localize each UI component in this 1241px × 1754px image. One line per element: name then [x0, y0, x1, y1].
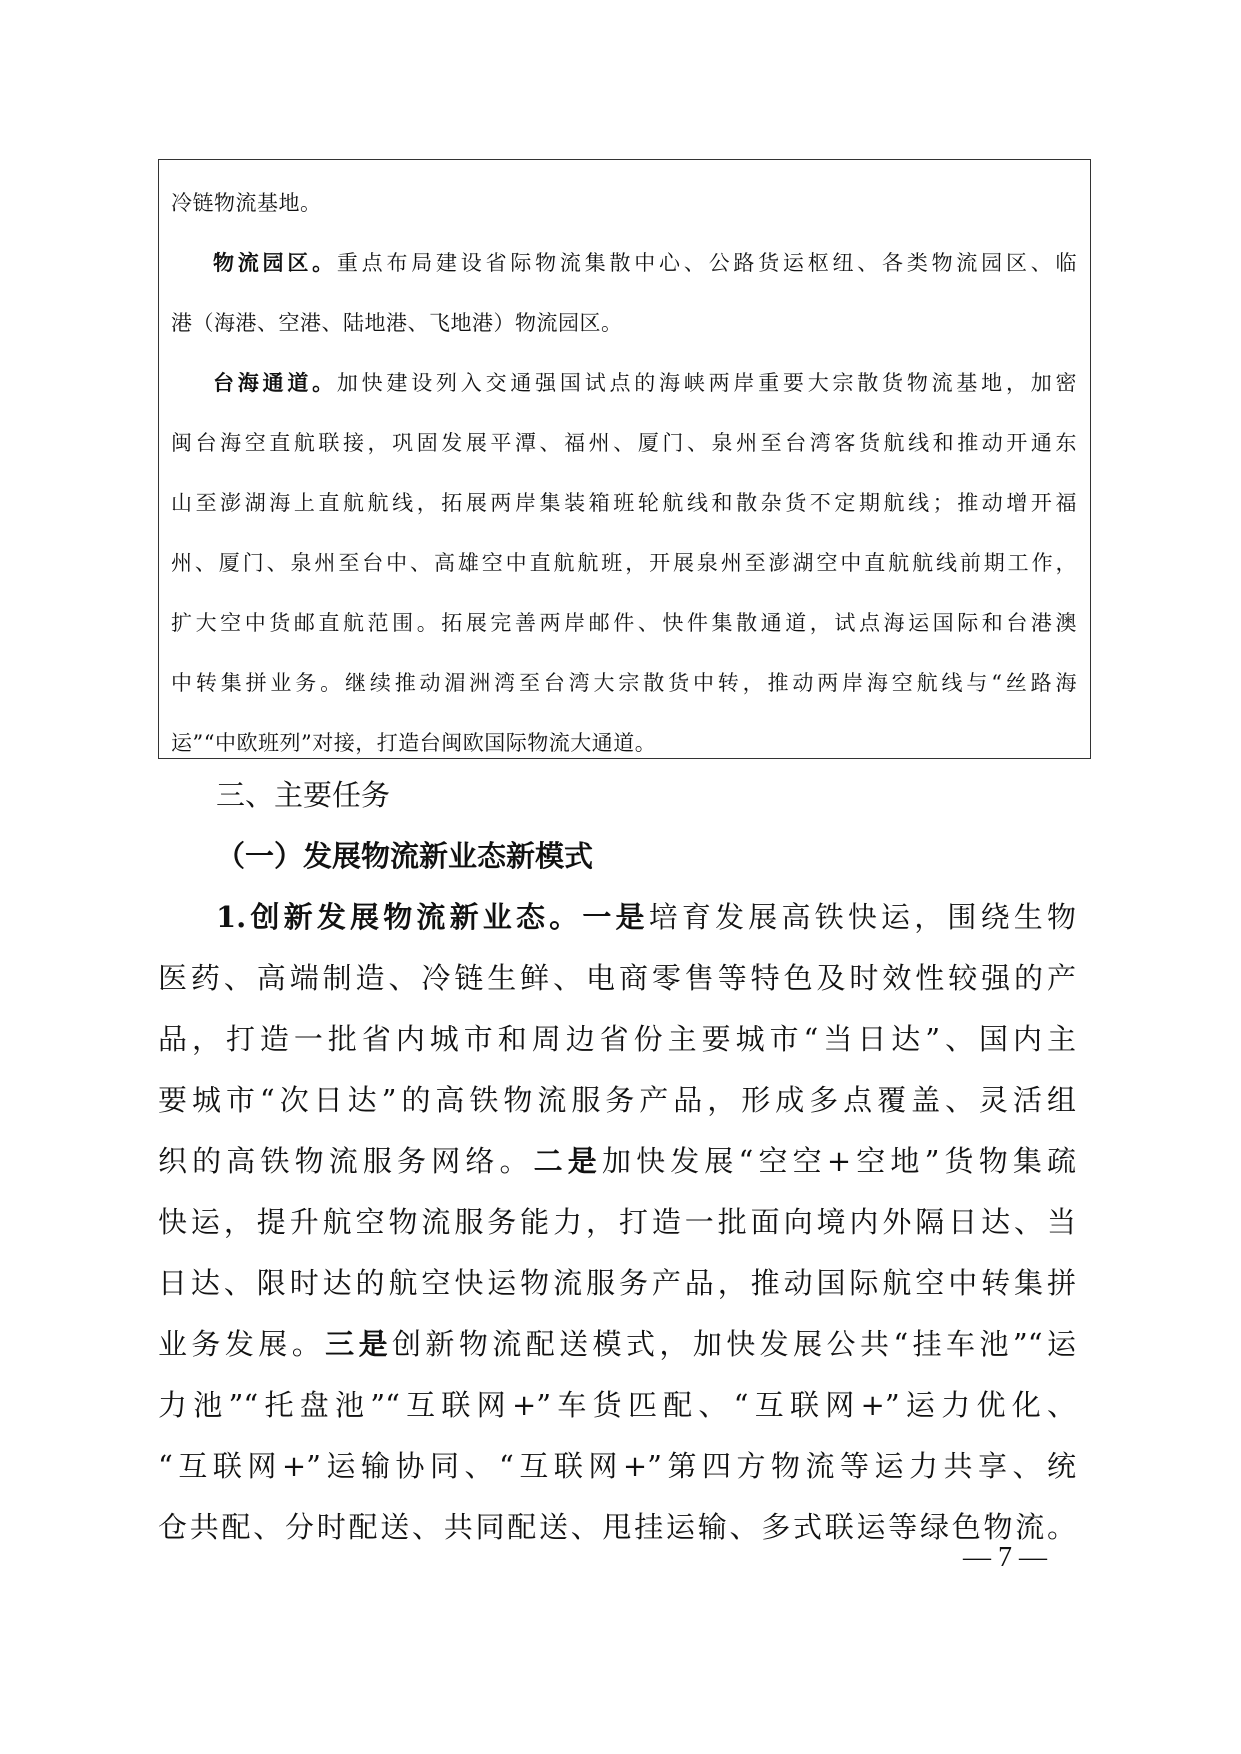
box-para-lead: 台海通道。: [213, 370, 337, 395]
body-line: 织的高铁物流服务网络。二是加快发展“空空+空地”货物集疏: [158, 1144, 1076, 1178]
box-para-lead: 物流园区。: [213, 250, 337, 275]
box-text-line: 扩大空中货邮直航范围。拓展完善两岸邮件、快件集散通道，试点海运国际和台港澳: [171, 611, 1077, 635]
box-para-logistics-park: 物流园区。重点布局建设省际物流集散中心、公路货运枢纽、各类物流园区、临: [213, 250, 1078, 275]
box-text-line: 冷链物流基地。: [171, 191, 322, 215]
body-line: 1.创新发展物流新业态。一是培育发展高铁快运，围绕生物: [216, 900, 1076, 934]
box-text-line: 中转集拼业务。继续推动湄洲湾至台湾大宗散货中转，推动两岸海空航线与“丝路海: [171, 671, 1077, 695]
body-line: 快运，提升航空物流服务能力，打造一批面向境内外隔日达、当: [158, 1205, 1076, 1239]
box-text-line: 山至澎湖海上直航航线，拓展两岸集装箱班轮航线和散杂货不定期航线；推动增开福: [171, 491, 1077, 515]
item-marker: 一是: [582, 900, 649, 934]
box-text-line: 港（海港、空港、陆地港、飞地港）物流园区。: [171, 311, 623, 335]
body-line: 仓共配、分时配送、共同配送、甩挂运输、多式联运等绿色物流。: [158, 1510, 1076, 1544]
body-line: 医药、高端制造、冷链生鲜、电商零售等特色及时效性较强的产: [158, 961, 1076, 995]
box-para-taiwan-strait: 台海通道。加快建设列入交通强国试点的海峡两岸重要大宗散货物流基地，加密: [213, 370, 1078, 395]
subsection-heading: （一）发展物流新业态新模式: [216, 839, 594, 873]
highlight-box: [158, 159, 1091, 759]
section-heading: 三、主要任务: [216, 778, 391, 812]
page-number: — 7 —: [963, 1542, 1047, 1573]
box-text-line: 州、厦门、泉州至台中、高雄空中直航航班，开展泉州至澎湖空中直航航线前期工作，: [171, 551, 1077, 575]
body-line: 业务发展。三是创新物流配送模式，加快发展公共“挂车池”“运: [158, 1327, 1076, 1361]
body-line: 要城市“次日达”的高铁物流服务产品，形成多点覆盖、灵活组: [158, 1083, 1076, 1117]
item-title: 1.创新发展物流新业态。: [216, 900, 583, 934]
item-marker: 三是: [325, 1327, 392, 1361]
body-line: “互联网+”运输协同、“互联网+”第四方物流等运力共享、统: [158, 1449, 1076, 1483]
item-marker: 二是: [533, 1144, 602, 1178]
body-line: 力池”“托盘池”“互联网+”车货匹配、“互联网+”运力优化、: [158, 1388, 1076, 1422]
body-line: 品，打造一批省内城市和周边省份主要城市“当日达”、国内主: [158, 1022, 1076, 1056]
box-text-line: 闽台海空直航联接，巩固发展平潭、福州、厦门、泉州至台湾客货航线和推动开通东: [171, 431, 1077, 455]
body-line: 日达、限时达的航空快运物流服务产品，推动国际航空中转集拼: [158, 1266, 1076, 1300]
box-text-line: 运”“中欧班列”对接，打造台闽欧国际物流大通道。: [171, 731, 657, 755]
